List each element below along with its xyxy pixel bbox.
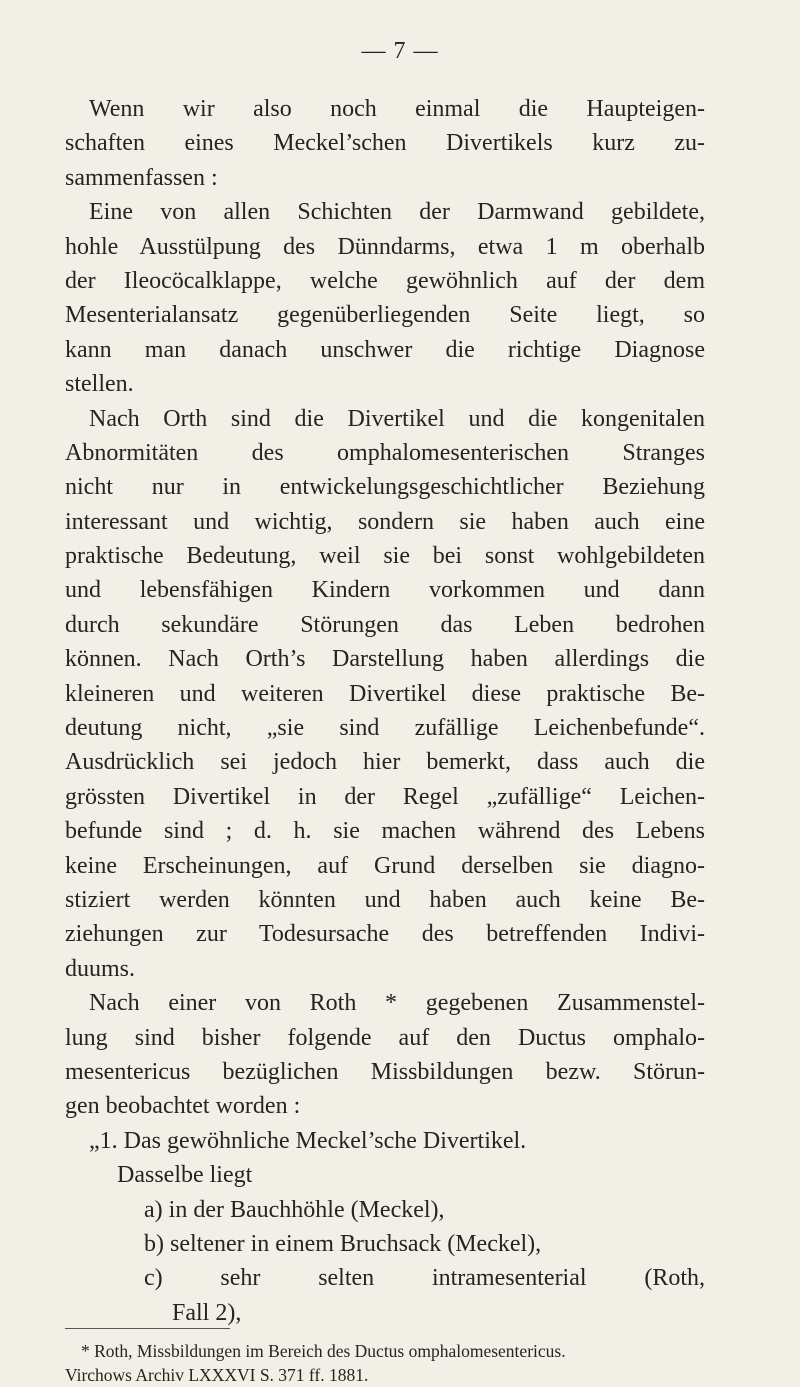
text-line: Nach einer von Roth * gegebenen Zusammenstel-: [89, 990, 705, 1017]
text-line: mesentericus bezüglichen Missbildungen bezw. Störun-: [65, 1058, 705, 1085]
list-item: „1. Das gewöhnliche Meckel’sche Divertikel.: [89, 1127, 527, 1154]
text-line: kleineren und weiteren Divertikel diese praktische Be-: [65, 680, 705, 707]
text-line: praktische Bedeutung, weil sie bei sonst wohlgebildeten: [65, 543, 705, 570]
text-line: nicht nur in entwickelungsgeschichtlicher Beziehung: [65, 474, 705, 501]
footnote-divider: [65, 1328, 230, 1329]
list-item: c) sehr selten intramesenterial (Roth,: [144, 1265, 705, 1292]
footnote-line: Virchows Archiv LXXXVI S. 371 ff. 1881.: [65, 1365, 369, 1385]
text-line: hohle Ausstülpung des Dünndarms, etwa 1 m oberhalb: [65, 233, 705, 260]
text-line: und lebensfähigen Kindern vorkommen und dann: [65, 577, 705, 604]
footnote: [65, 1339, 705, 1387]
list-item: b) seltener in einem Bruchsack (Meckel),: [144, 1230, 542, 1257]
text-line: gen beobachtet worden :: [65, 1093, 301, 1120]
text-line: schaften eines Meckel’schen Divertikels kurz zu-: [65, 130, 705, 157]
list-item: a) in der Bauchhöhle (Meckel),: [144, 1196, 445, 1223]
text-line: sammenfassen :: [65, 164, 218, 191]
text-line: der Ileocöcalklappe, welche gewöhnlich auf der dem: [65, 267, 705, 294]
text-line: Abnormitäten des omphalomesenterischen Stranges: [65, 439, 705, 466]
text-line: stellen.: [65, 371, 134, 398]
text-line: Ausdrücklich sei jedoch hier bemerkt, dass auch die: [65, 749, 705, 776]
text-line: deutung nicht, „sie sind zufällige Leichenbefunde“.: [65, 715, 705, 742]
text-line: keine Erscheinungen, auf Grund derselben sie diagno-: [65, 852, 705, 879]
text-line: interessant und wichtig, sondern sie haben auch eine: [65, 508, 705, 535]
footnote-line: * Roth, Missbildungen im Bereich des Ductus omphalomesentericus.: [81, 1341, 566, 1361]
text-line: durch sekundäre Störungen das Leben bedrohen: [65, 611, 705, 638]
text-line: können. Nach Orth’s Darstellung haben allerdings die: [65, 646, 705, 673]
text-line: kann man danach unschwer die richtige Diagnose: [65, 336, 705, 363]
text-line: ziehungen zur Todesursache des betreffenden Indivi-: [65, 921, 705, 948]
text-line: Nach Orth sind die Divertikel und die kongenitalen: [89, 405, 705, 432]
text-line: stiziert werden könnten und haben auch keine Be-: [65, 886, 705, 913]
text-line: Wenn wir also noch einmal die Haupteigen-: [89, 96, 705, 122]
body-text: [65, 92, 705, 1330]
page-number: — 7 —: [361, 38, 439, 64]
list-item: Dasselbe liegt: [117, 1162, 253, 1189]
text-line: duums.: [65, 955, 136, 982]
text-line: grössten Divertikel in der Regel „zufällige“ Leichen-: [65, 783, 705, 810]
text-line: Mesenterialansatz gegenüberliegenden Seite liegt, so: [65, 302, 705, 329]
list-item: Fall 2),: [172, 1299, 242, 1326]
text-line: lung sind bisher folgende auf den Ductus omphalo-: [65, 1024, 705, 1051]
text-line: Eine von allen Schichten der Darmwand gebildete,: [89, 199, 705, 226]
text-line: befunde sind ; d. h. sie machen während des Lebens: [65, 818, 705, 845]
